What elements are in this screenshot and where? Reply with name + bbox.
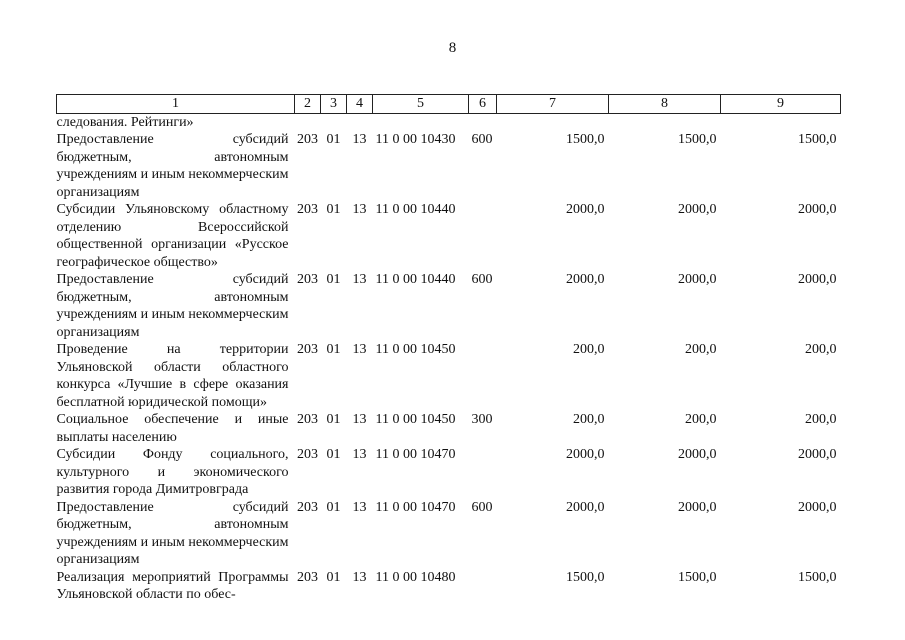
table-row [57, 341, 841, 411]
budget-table-wrapper [56, 94, 840, 604]
header-cell-3: 3 [321, 95, 347, 114]
cell-amount-9: 1500,0 [798, 569, 837, 585]
cell-section: 01 [326, 499, 341, 515]
cell-admin: 203 [297, 272, 318, 287]
budget-table [56, 94, 841, 604]
cell-target-article: 11 0 00 10480 [375, 569, 456, 585]
cell-amount-7: 200,0 [573, 342, 605, 357]
cell-subsection: 13 [352, 132, 367, 147]
cell-admin: 203 [297, 342, 318, 357]
cell-admin: 203 [297, 569, 318, 585]
cell-subsection: 13 [352, 412, 367, 427]
row-name: Реализация мероприятий Программы Ульяновской области по обес- [56, 569, 289, 602]
cell-amount-8: 1500,0 [678, 569, 717, 585]
cell-section: 01 [326, 272, 341, 287]
cell-subsection: 13 [352, 569, 367, 585]
cell-expense-type: 600 [471, 272, 493, 287]
cell-admin: 203 [297, 447, 318, 462]
cell-subsection: 13 [352, 447, 367, 462]
cell-subsection: 13 [352, 272, 367, 287]
cell-section: 01 [326, 202, 341, 217]
cell-expense-type [469, 341, 497, 411]
header-cell-5: 5 [373, 95, 469, 114]
page-number: 8 [448, 40, 457, 56]
cell-amount-9: 2000,0 [798, 499, 837, 515]
cell-target-article: 11 0 00 10470 [375, 499, 456, 515]
cell-amount-7: 200,0 [573, 412, 605, 427]
cell-amount-9 [721, 113, 841, 131]
table-row [57, 271, 841, 341]
cell-section: 01 [326, 412, 341, 427]
header-cell-6: 6 [469, 95, 497, 114]
cell-amount-8: 200,0 [685, 342, 717, 357]
header-cell-4: 4 [347, 95, 373, 114]
row-name: Предоставление субсидий бюджетным, автономным учреждениям и иным некоммерческим организациям [56, 132, 289, 200]
cell-target-article: 11 0 00 10450 [375, 412, 456, 427]
cell-subsection: 13 [352, 342, 367, 357]
cell-subsection: 13 [352, 202, 367, 217]
row-name: Проведение на территории Ульяновской области областного конкурса «Лучшие в сфере оказания бесплатной юридической помощи» [56, 342, 289, 410]
cell-expense-type: 600 [471, 499, 493, 515]
cell-target-article: 11 0 00 10440 [375, 272, 456, 287]
cell-amount-8: 1500,0 [678, 132, 717, 147]
cell-amount-7: 1500,0 [566, 569, 605, 585]
cell-amount-8: 2000,0 [678, 499, 717, 515]
table-row [57, 131, 841, 201]
cell-amount-9: 2000,0 [798, 447, 837, 462]
cell-amount-7 [497, 113, 609, 131]
cell-expense-type: 300 [471, 412, 493, 427]
table-header [57, 95, 841, 114]
cell-amount-8: 2000,0 [678, 447, 717, 462]
cell-amount-7: 2000,0 [566, 272, 605, 287]
cell-amount-9: 2000,0 [798, 272, 837, 287]
cell-section: 01 [326, 569, 341, 585]
cell-amount-9: 200,0 [805, 412, 837, 427]
cell-admin [295, 113, 321, 131]
table-row [57, 499, 841, 569]
cell-admin: 203 [297, 202, 318, 217]
cell-amount-8: 200,0 [685, 412, 717, 427]
cell-subsection [347, 113, 373, 131]
cell-expense-type [469, 446, 497, 499]
cell-amount-8: 2000,0 [678, 202, 717, 217]
cell-subsection: 13 [352, 499, 367, 515]
row-name: Субсидии Ульяновскому областному отделению Всероссийской общественной организации «Русское географическое общество» [56, 202, 289, 270]
cell-expense-type [469, 113, 497, 131]
cell-amount-7: 1500,0 [566, 132, 605, 147]
table-body [57, 113, 841, 604]
cell-section: 01 [326, 342, 341, 357]
cell-amount-7: 2000,0 [566, 499, 605, 515]
header-cell-1: 1 [57, 95, 295, 114]
table-row [57, 113, 841, 131]
cell-amount-9: 2000,0 [798, 202, 837, 217]
header-cell-9: 9 [721, 95, 841, 114]
row-name: Социальное обеспечение и иные выплаты населению [56, 412, 289, 445]
cell-expense-type [469, 569, 497, 604]
cell-admin: 203 [297, 132, 318, 147]
cell-target-article: 11 0 00 10450 [375, 342, 456, 357]
cell-target-article: 11 0 00 10470 [375, 447, 456, 462]
cell-amount-9: 1500,0 [798, 132, 837, 147]
header-cell-7: 7 [497, 95, 609, 114]
cell-amount-8: 2000,0 [678, 272, 717, 287]
table-row [57, 201, 841, 271]
cell-target-article [373, 113, 469, 131]
header-cell-8: 8 [609, 95, 721, 114]
table-row [57, 411, 841, 446]
cell-target-article: 11 0 00 10430 [375, 132, 456, 147]
cell-expense-type [469, 201, 497, 271]
row-name: следования. Рейтинги» [56, 114, 194, 130]
row-name: Предоставление субсидий бюджетным, автономным учреждениям и иным некоммерческим организациям [56, 499, 289, 567]
cell-expense-type: 600 [471, 132, 493, 147]
cell-section: 01 [326, 447, 341, 462]
cell-amount-7: 2000,0 [566, 447, 605, 462]
table-row [57, 446, 841, 499]
cell-section [321, 113, 347, 131]
table-row [57, 569, 841, 604]
cell-admin: 203 [297, 499, 318, 515]
row-name: Предоставление субсидий бюджетным, автономным учреждениям и иным некоммерческим организациям [56, 272, 289, 340]
header-cell-2: 2 [295, 95, 321, 114]
cell-amount-7: 2000,0 [566, 202, 605, 217]
cell-target-article: 11 0 00 10440 [375, 202, 456, 217]
cell-section: 01 [326, 132, 341, 147]
cell-admin: 203 [297, 412, 318, 427]
row-name: Субсидии Фонду социального, культурного и экономического развития города Димитровграда [56, 447, 289, 497]
cell-amount-9: 200,0 [805, 342, 837, 357]
cell-amount-8 [609, 113, 721, 131]
